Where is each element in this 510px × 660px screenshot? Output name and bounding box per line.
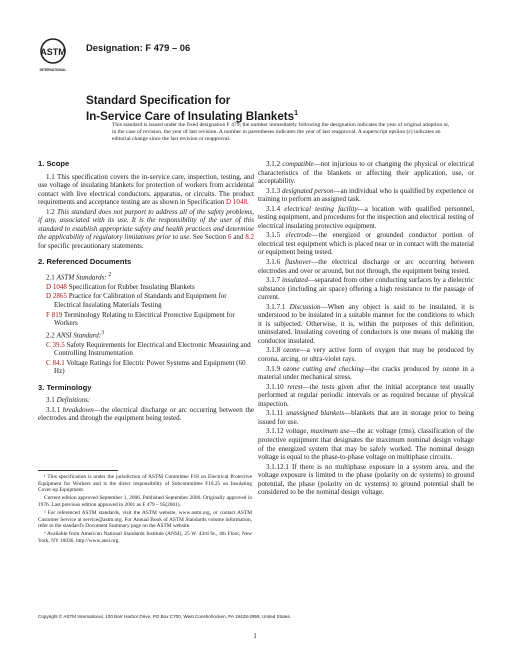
page-number: 1 [253,632,257,640]
definition-item [258,463,474,497]
p1-2-end: for specific precautionary statements. [38,241,144,250]
definition-item [258,427,474,461]
def-number: 3.1.5 [266,231,286,240]
reference-item [38,292,254,309]
definition-item [258,160,474,186]
def-italic: Definitions: [56,396,91,405]
p1-2-num: 1.2 [46,207,57,216]
definition-item [258,276,474,302]
definition-item [258,231,474,257]
right-column [258,160,474,498]
def-text: —blankets that are in storage prior to being issued for use. [258,409,474,426]
def-text: —separated from other conducting surfaces by a dielectric substance (including air space) offering a high resistance to the passage of current. [258,276,474,302]
def-term: breakdown [62,405,94,414]
ansi-italic: ANSI Standard: [56,330,102,339]
title-line-1: Standard Specification for [86,94,231,107]
ref-number[interactable]: C 39.5 [46,340,65,349]
def-number: 3.1.3 [266,186,282,195]
def-term: Discussion [289,302,321,311]
issuance-notice: This standard is issued under the fixed designation F 479; the number immediately following the designation indicates the year of original adoption or, in the case of revision, the year of last revision. A number in parentheses indicates the year of last reapproval. A superscript epsilon (ε) indicates an editorial change since the last revision or reapproval. [112,122,450,142]
ref-number[interactable]: C 84.1 [46,358,65,367]
def-text: If there is no multiphase exposure in a system area, and the voltage exposure is limited to the phase (polarity on dc systems) to ground potential, the phase (polarity on dc systems) to ground potential shall be considered to be the nominal design voltage. [258,462,474,497]
def-text: —the electrical discharge or arc occurring between the electrodes and through the equipment being tested. [38,405,254,423]
footnote: ² For referenced ASTM standards, visit the ASTM website, www.astm.org, or contact ASTM Customer Service at service@astm.org. For Annual Book of ASTM Standards volume information, refer to the standard's Document Summary page on the ASTM website. [38,509,252,530]
svg-text:ASTM: ASTM [40,47,66,57]
def-num: 3.1 [46,396,57,405]
ref-number[interactable]: D 1048 [46,282,67,291]
reference-item [38,311,254,328]
def-number: 3.1.1 [46,405,63,414]
def-term: designated person [281,186,334,195]
ref-link-section-6[interactable]: 6 [227,233,232,242]
p1-2-and: and [231,233,246,242]
ref-title: Safety Requirements for Electrical and Electronic Measuring and Controlling Instrumentation [54,340,251,358]
reference-item [38,359,254,376]
p1-2-text: See Section [191,233,228,242]
ref-number[interactable]: F 819 [46,310,63,319]
ref-title: Voltage Ratings for Electric Power Systems and Equipment (60 Hz) [54,358,246,376]
section-heading-scope: 1. Scope [38,159,70,168]
def-text: —the tests given after the initial acceptance test usually performed at regular periodic intervals or as required because of physical inspection. [258,382,474,408]
def-number: 3.1.12.1 [266,462,293,471]
def-term: electrical testing facility [284,204,358,213]
def-term: ozone [283,346,300,355]
definition-item [258,303,474,346]
reference-item [38,341,254,358]
section-heading-references: 2. Referenced Documents [38,257,132,267]
paragraph-1-1: 1.1 This specification covers the in-service care, inspection, testing, and use voltage of insulating blankets for protection of workers from accidental contact with live electrical conductors, apparatus, or circuits. The product requirements and acceptance testing are as shown in Specification D 1048. [38,172,254,207]
def-term: flashover [285,258,312,267]
astm-standards-label [38,271,254,282]
definition-item [258,187,474,204]
ref-link-section-8-2[interactable]: 8.2 [245,233,254,242]
def-number: 3.1.6 [266,258,286,267]
astm-sup: 2 [108,272,112,279]
def-number: 3.1.9 [266,364,284,373]
definitions-label [38,396,254,405]
definition-item [258,409,474,426]
def-number: 3.1.12 [266,427,286,436]
def-term: electrode [285,231,312,240]
def-text: —When any object is said to be insulated, it is understood to be insulated in a suitable manner for the conditions to which it is subjected. Otherwise, it is, within the purposes of this definition, uninsulated. Insulating covering of conductors is one means of making the conductor insulated. [258,302,475,345]
title-footnote-mark: 1 [294,110,299,117]
definition-item [258,346,474,363]
def-term: retest [287,382,303,391]
def-term: voltage, maximum use [285,427,350,436]
ansi-num: 2.2 [46,330,57,339]
definition-item [258,205,474,231]
def-text: —a location with qualified personnel, testing equipment, and procedures for the inspection and electrical testing of electrical insulating protective equipment. [258,204,474,230]
def-term: unassigned blankets [286,409,345,418]
footnote-rule [38,470,118,471]
def-text: —an individual who is qualified by experience or training to perform an assigned task. [258,186,474,204]
footnotes [38,474,252,546]
svg-text:INTERNATIONAL: INTERNATIONAL [39,68,67,72]
reference-item [38,283,254,292]
document-title [86,94,298,123]
def-text: —a very active form of oxygen that may be produced by corona, arcing, or ultra-violet rays. [258,346,474,364]
ref-number[interactable]: D 2865 [46,292,67,301]
def-number: 3.1.7 [266,276,283,285]
astm-logo [36,36,70,74]
def-number: 3.1.11 [266,409,287,418]
def-number: 3.1.7.1 [266,302,290,311]
designation: Designation: F 479 – 06 [86,42,191,53]
def-term: compatible [282,160,314,168]
footnote: ³ Available from American National Standards Institute (ANSI), 25 W. 43rd St., 4th Floor, New York, NY 10036, http://www.ansi.org. [38,531,252,544]
section-heading-terminology: 3. Terminology [38,382,92,392]
def-number: 3.1.10 [266,382,288,391]
def-number: 3.1.2 [266,160,283,168]
astm-italic: ASTM Standards: [56,273,107,282]
def-number: 3.1.4 [266,204,285,213]
def-text: —not injurious to or changing the physical or electrical characteristics of the blankets or affecting their application, use, or acceptability. [258,160,474,186]
definition-item [258,365,474,382]
ref-link-d1048[interactable]: D 1048 [226,198,247,207]
p1-2-italic: This standard does not purport to address all of the safety problems, if any, associated with its use. It is the responsibility of the user of this standard to establish appropriate safety and health practices and determine the applicability of regulatory limitations prior to use. [38,207,255,242]
astm-num: 2.1 [46,273,57,282]
footnote: ¹ This specification is under the jurisdiction of ASTM Committee F18 on Electrical Protective Equipment for Workers and is the direct responsibility of Subcommittee F18.25 on Insulating Cover-up Equipment. [38,474,252,494]
title-text: In-Service Care of Insulating Blankets [86,109,295,123]
def-text: —the ac voltage (rms), classification of the protective equipment that designates the maximum nominal design voltage of the energized system that may be safely worked. The nominal design voltage is equal to the phase-to-phase voltage on multiphase circuits. [258,427,474,462]
def-text: —the energized or grounded conductor portion of electrical test equipment which is placed near or in contact with the material or equipment being tested. [258,231,475,257]
def-term: ozone cutting and checking [283,364,364,373]
paragraph-1-2 [38,208,254,251]
def-number: 3.1.8 [266,346,284,355]
definition-item [38,406,254,423]
p1-1-text: 1.1 This specification covers the in-service care, inspection, testing, and use voltage of insulating blankets for protection of workers from accidental contact with live electrical conductors, apparatus, or circuits. The product requirements and acceptance testing are as shown in Specification [38,172,254,207]
def-term: insulated [282,276,308,285]
ref-title: Practice for Calibration of Standards and Equipment for Electrical Insulating Materials Testing [54,292,227,309]
definition-item [258,258,474,275]
left-column [38,160,254,424]
title-line-2 [86,107,298,123]
def-text: —the cracks produced by ozone in a material under mechanical stress. [258,364,474,382]
definition-item [258,383,474,409]
copyright-line: Copyright © ASTM International, 100 Barr Harbor Drive, PO Box C700, West Conshohocken, PA 19428-2959, United States. [38,614,291,619]
def-text: —the electrical discharge or arc occurring between electrodes and over or around, but not through, the equipment being tested. [258,258,474,275]
ansi-standard-label [38,329,254,340]
ref-title: Terminology Relating to Electrical Protective Equipment for Workers [54,310,235,328]
footnote: Current edition approved September 1, 2006. Published September 2006. Originally approved in 1976. Last previous edition approved in 2001 as F 479 – 95(2001). [38,495,252,508]
ansi-sup: 3 [101,329,105,336]
ref-title: Specification for Rubber Insulating Blankets [68,282,195,291]
